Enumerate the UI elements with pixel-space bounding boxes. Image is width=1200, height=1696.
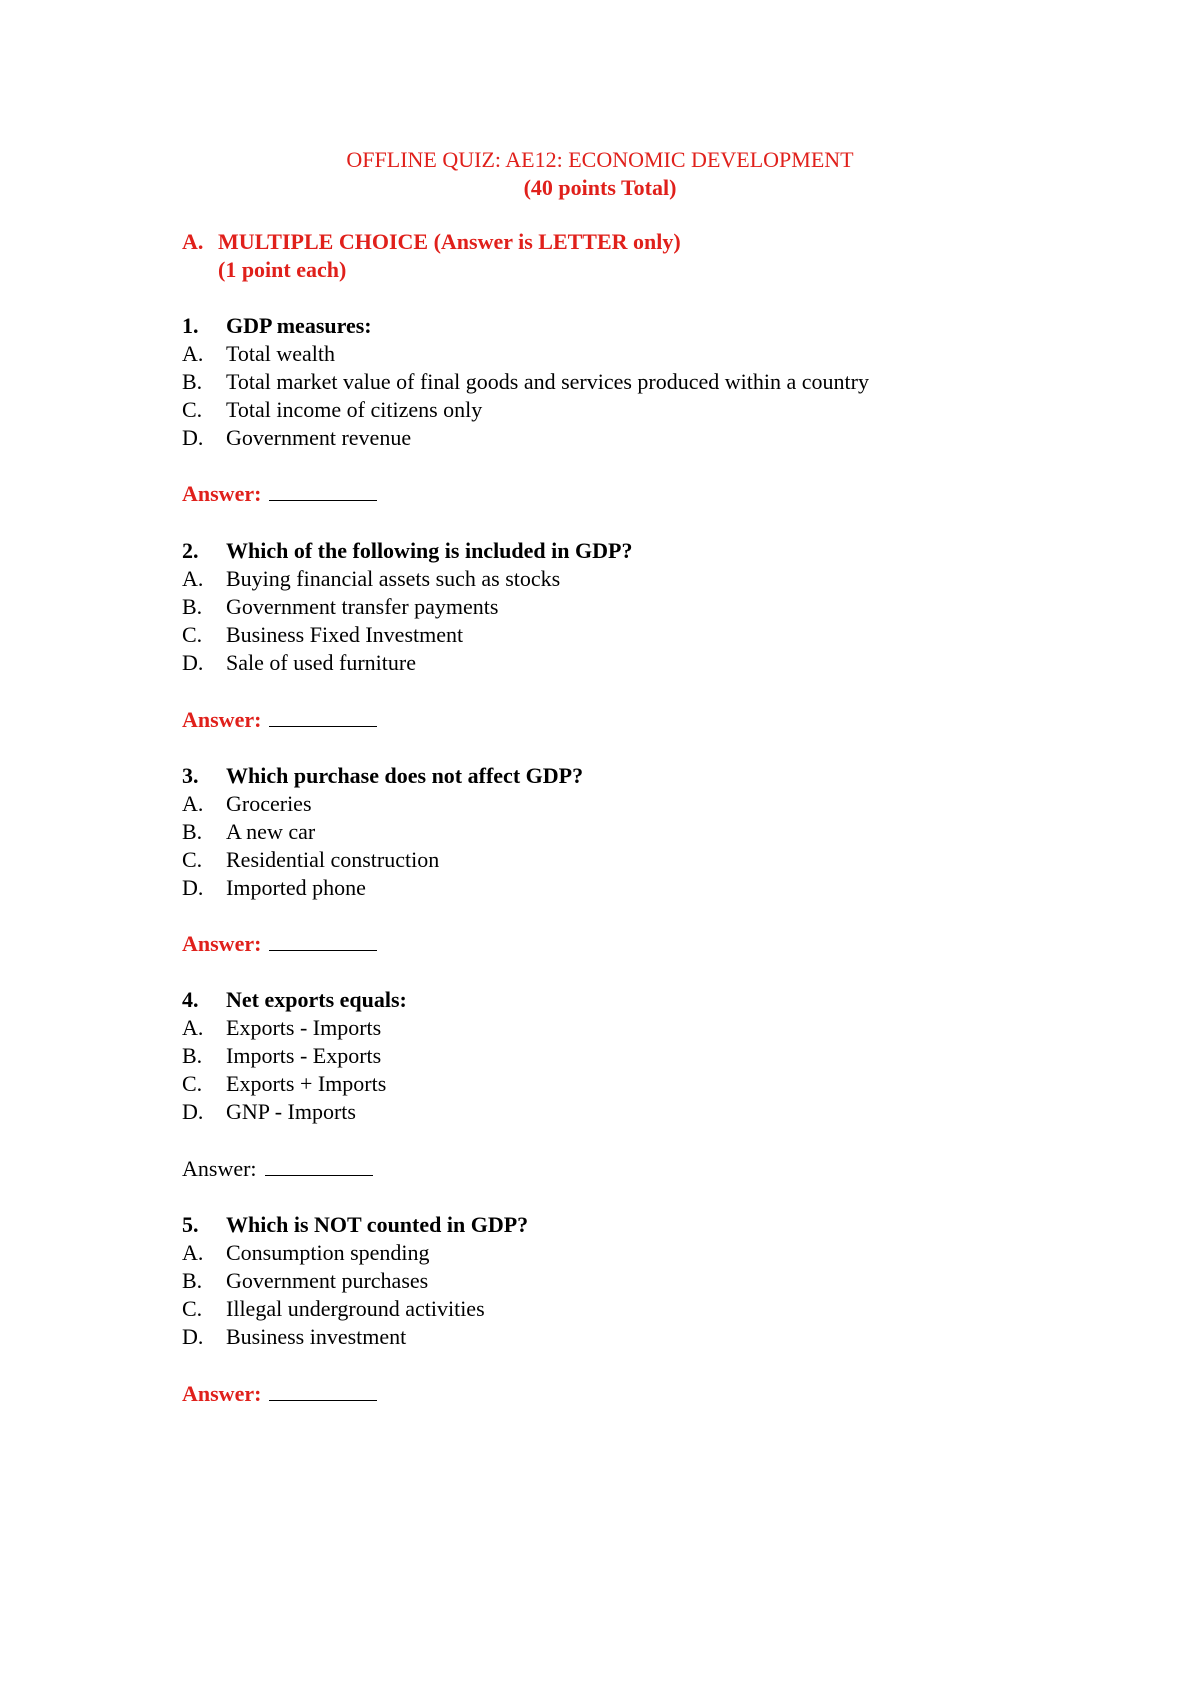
option-text: Total income of citizens only	[226, 397, 483, 422]
option-text: Government transfer payments	[226, 594, 499, 619]
section-heading	[182, 228, 681, 256]
question-number: 4.	[182, 987, 199, 1012]
section-letter: A.	[182, 229, 204, 254]
option-1b	[182, 368, 869, 396]
question-number: 1.	[182, 313, 199, 338]
option-text: Business Fixed Investment	[226, 622, 464, 647]
option-letter: A.	[182, 791, 204, 816]
option-text: Exports - Imports	[226, 1015, 382, 1040]
option-text: Government revenue	[226, 425, 412, 450]
question-4	[182, 986, 407, 1014]
answer-line-4	[182, 1155, 373, 1183]
question-5	[182, 1211, 528, 1239]
question-1	[182, 312, 372, 340]
option-text: Sale of used furniture	[226, 650, 416, 675]
question-text: Which is NOT counted in GDP?	[226, 1212, 529, 1237]
option-2a	[182, 565, 560, 593]
quiz-total-points: (40 points Total)	[523, 175, 677, 200]
answer-blank[interactable]	[269, 1382, 377, 1401]
option-letter: A.	[182, 341, 204, 366]
option-5a	[182, 1239, 430, 1267]
question-number: 5.	[182, 1212, 199, 1237]
option-1a	[182, 340, 335, 368]
option-text: Government purchases	[226, 1268, 429, 1293]
answer-line-3	[182, 930, 377, 958]
option-letter: A.	[182, 1240, 204, 1265]
option-letter: B.	[182, 594, 203, 619]
answer-line-5	[182, 1380, 377, 1408]
section-points: (1 point each)	[218, 257, 347, 282]
question-text: Which of the following is included in GDP?	[226, 538, 633, 563]
option-text: Buying financial assets such as stocks	[226, 566, 561, 591]
question-text: Net exports equals:	[226, 987, 407, 1012]
question-number: 3.	[182, 763, 199, 788]
section-label: MULTIPLE CHOICE (Answer is LETTER only)	[218, 229, 681, 254]
option-text: Imported phone	[226, 875, 366, 900]
option-letter: B.	[182, 1043, 203, 1068]
answer-label: Answer:	[182, 707, 262, 732]
option-1d	[182, 424, 411, 452]
question-text: GDP measures:	[226, 313, 372, 338]
option-letter: C.	[182, 1071, 203, 1096]
option-3d	[182, 874, 366, 902]
option-2d	[182, 649, 416, 677]
option-3a	[182, 790, 312, 818]
question-text: Which purchase does not affect GDP?	[226, 763, 584, 788]
option-4a	[182, 1014, 381, 1042]
option-2c	[182, 621, 463, 649]
option-letter: D.	[182, 425, 204, 450]
option-1c	[182, 396, 482, 424]
answer-line-2	[182, 706, 377, 734]
option-letter: C.	[182, 847, 203, 872]
question-3	[182, 762, 583, 790]
answer-blank[interactable]	[269, 708, 377, 727]
option-4c	[182, 1070, 386, 1098]
option-text: Exports + Imports	[226, 1071, 387, 1096]
option-letter: A.	[182, 566, 204, 591]
option-text: Illegal underground activities	[226, 1296, 485, 1321]
option-letter: D.	[182, 1099, 204, 1124]
question-number: 2.	[182, 538, 199, 563]
answer-label: Answer:	[182, 481, 262, 506]
option-text: A new car	[226, 819, 316, 844]
option-letter: D.	[182, 875, 204, 900]
option-letter: D.	[182, 650, 204, 675]
answer-label: Answer:	[182, 1381, 262, 1406]
option-5b	[182, 1267, 428, 1295]
option-letter: B.	[182, 819, 203, 844]
option-text: Groceries	[226, 791, 312, 816]
option-text: Imports - Exports	[226, 1043, 382, 1068]
answer-line-1	[182, 480, 377, 508]
answer-blank[interactable]	[265, 1157, 373, 1176]
option-3b	[182, 818, 315, 846]
option-text: Total market value of final goods and services produced within a country	[226, 369, 869, 394]
option-text: Business investment	[226, 1324, 407, 1349]
option-text: Consumption spending	[226, 1240, 430, 1265]
option-text: Total wealth	[226, 341, 336, 366]
option-letter: B.	[182, 1268, 203, 1293]
answer-label: Answer:	[182, 931, 262, 956]
option-3c	[182, 846, 439, 874]
option-5d	[182, 1323, 406, 1351]
question-2	[182, 537, 632, 565]
option-5c	[182, 1295, 485, 1323]
option-letter: C.	[182, 397, 203, 422]
option-4b	[182, 1042, 381, 1070]
answer-blank[interactable]	[269, 932, 377, 951]
option-letter: C.	[182, 622, 203, 647]
option-2b	[182, 593, 498, 621]
answer-label: Answer:	[182, 1156, 257, 1181]
answer-blank[interactable]	[269, 482, 377, 501]
option-letter: A.	[182, 1015, 204, 1040]
option-text: Residential construction	[226, 847, 440, 872]
option-text: GNP - Imports	[226, 1099, 356, 1124]
option-letter: D.	[182, 1324, 204, 1349]
option-letter: B.	[182, 369, 203, 394]
quiz-title: OFFLINE QUIZ: AE12: ECONOMIC DEVELOPMENT	[346, 147, 854, 172]
option-4d	[182, 1098, 356, 1126]
option-letter: C.	[182, 1296, 203, 1321]
